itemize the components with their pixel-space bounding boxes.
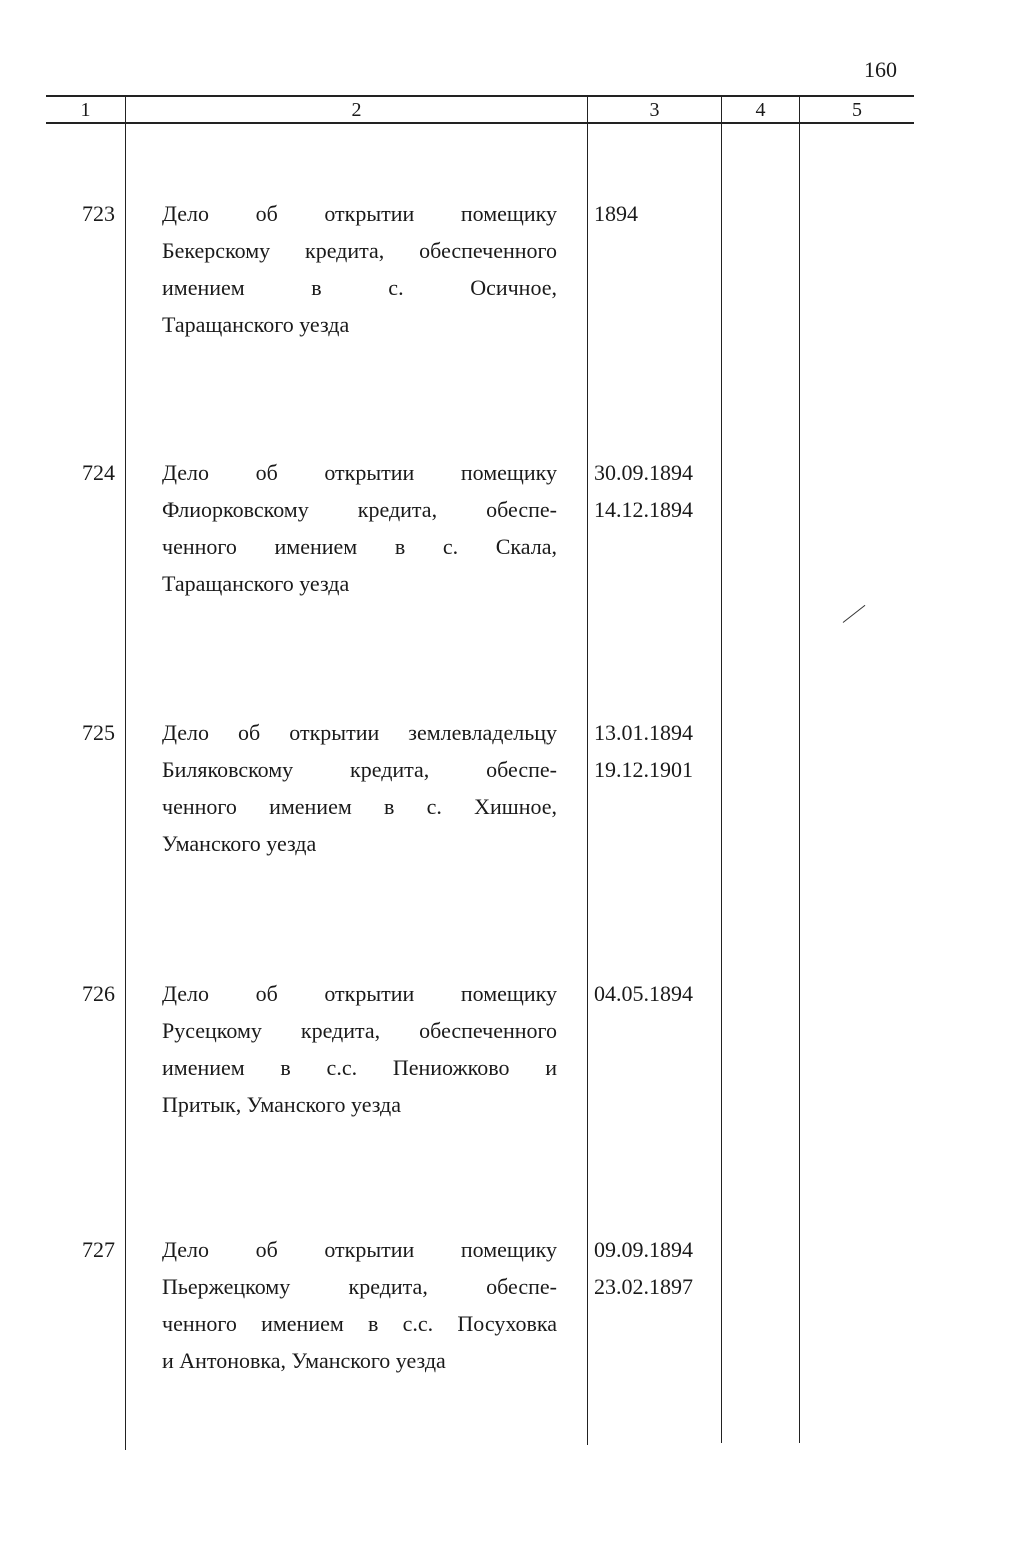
description-line: Дело об открытии помещику xyxy=(162,1237,557,1262)
table-row xyxy=(0,975,1024,1175)
table-header-top-rule xyxy=(46,95,914,97)
date-value: 13.01.1894 xyxy=(594,720,693,745)
description-line: имением в с. Осичное, xyxy=(162,275,557,300)
date-value: 23.02.1897 xyxy=(594,1274,693,1299)
entry-number: 724 xyxy=(82,460,115,485)
entry-description xyxy=(162,454,557,602)
column-header-3: 3 xyxy=(649,99,660,121)
table-row xyxy=(0,1231,1024,1431)
entry-dates xyxy=(594,975,719,1012)
entry-dates xyxy=(594,195,719,232)
date-value: 09.09.1894 xyxy=(594,1237,693,1262)
column-header-4: 4 xyxy=(755,99,766,121)
date-value: 19.12.1901 xyxy=(594,757,693,782)
entry-dates xyxy=(594,714,719,788)
description-line: Русецкому кредита, обеспеченного xyxy=(162,1018,557,1043)
entry-number: 723 xyxy=(82,201,115,226)
column-header-5: 5 xyxy=(852,99,862,121)
table-row xyxy=(0,195,1024,395)
description-line: ченного имением в с.с. Посуховка xyxy=(162,1311,557,1336)
description-line: Таращанского уезда xyxy=(162,571,350,596)
description-line: Дело об открытии землевладельцу xyxy=(162,720,557,745)
date-value: 1894 xyxy=(594,201,638,226)
description-line: Дело об открытии помещику xyxy=(162,981,557,1006)
table-row xyxy=(0,714,1024,914)
entry-dates xyxy=(594,454,719,528)
description-line: ченного имением в с. Скала, xyxy=(162,534,557,559)
date-value: 14.12.1894 xyxy=(594,497,693,522)
entry-number: 725 xyxy=(82,720,115,745)
description-line: Дело об открытии помещику xyxy=(162,460,557,485)
entry-description xyxy=(162,975,557,1123)
description-line: Бекерскому кредита, обеспеченного xyxy=(162,238,557,263)
description-line: Притык, Уманского уезда xyxy=(162,1092,402,1117)
table-header-bottom-rule xyxy=(46,122,914,124)
entry-description xyxy=(162,714,557,862)
entry-description xyxy=(162,195,557,343)
description-line: Уманского уезда xyxy=(162,831,317,856)
column-header-2: 2 xyxy=(351,99,362,121)
description-line: Дело об открытии помещику xyxy=(162,201,557,226)
date-value: 04.05.1894 xyxy=(594,981,693,1006)
column-header-1: 1 xyxy=(80,99,91,121)
table-row xyxy=(0,454,1024,654)
description-line: Таращанского уезда xyxy=(162,312,350,337)
entry-number: 727 xyxy=(82,1237,115,1262)
description-line: Пьержецкому кредита, обеспе- xyxy=(162,1274,557,1299)
description-line: ченного имением в с. Хишное, xyxy=(162,794,557,819)
page-number: 160 xyxy=(864,57,897,82)
description-line: и Антоновка, Уманского уезда xyxy=(162,1348,446,1373)
date-value: 30.09.1894 xyxy=(594,460,693,485)
entry-description xyxy=(162,1231,557,1379)
entry-dates xyxy=(594,1231,719,1305)
description-line: Биляковскому кредита, обеспе- xyxy=(162,757,557,782)
description-line: Флиорковскому кредита, обеспе- xyxy=(162,497,557,522)
description-line: имением в с.с. Пениожково и xyxy=(162,1055,557,1080)
entry-number: 726 xyxy=(82,981,115,1006)
